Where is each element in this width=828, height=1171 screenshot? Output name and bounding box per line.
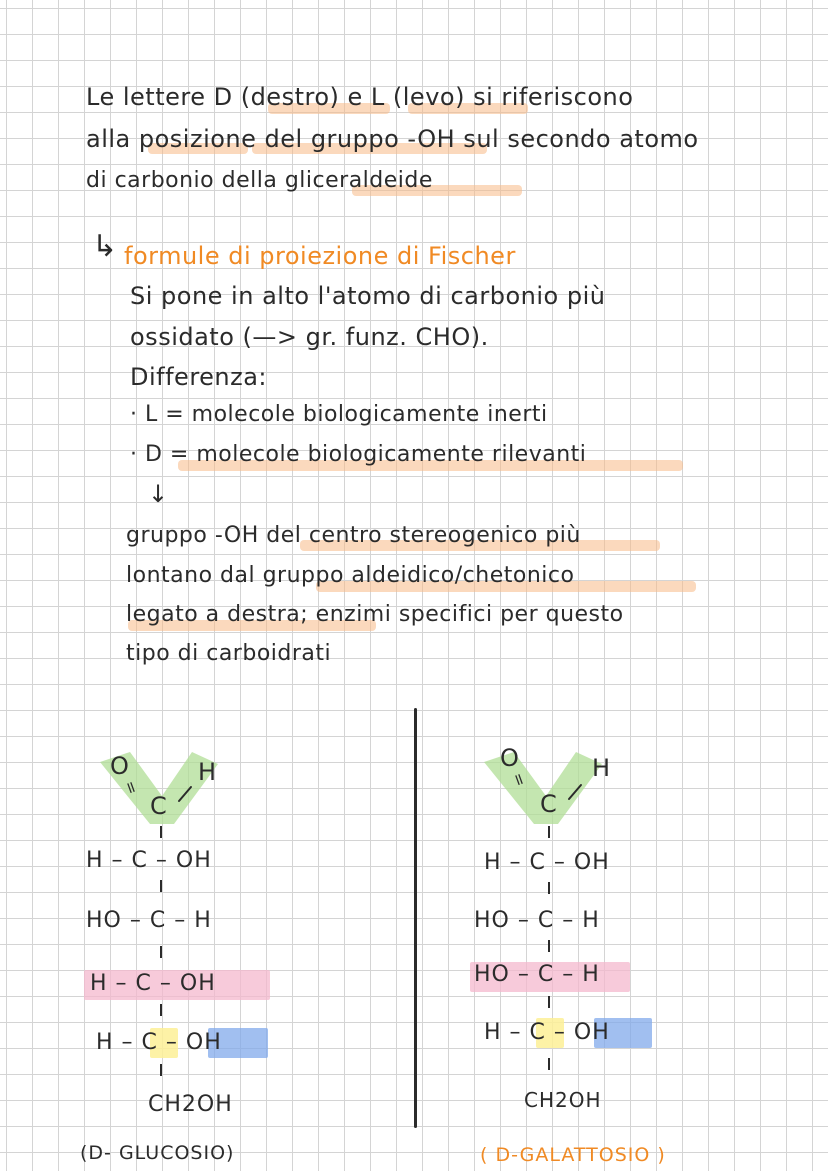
glucose-double-bond: = [120,777,144,798]
galactose-c-top: C [540,790,558,818]
galactose-row-4: H – C – OH [484,1020,610,1045]
bullet-d: · D = molecole biologicamente rilevanti [130,442,587,467]
explanation-line-1: gruppo -OH del centro stereogenico più [126,523,581,548]
glucose-row-2: HO – C – H [86,908,212,933]
subheading-fischer: formule di proiezione di Fischer [124,242,516,270]
glucose-bond-5 [160,1064,162,1076]
galactose-bond-4 [548,996,550,1008]
note-line-3: di carbonio della gliceraldeide [86,168,433,193]
explanation-line-3: legato a destra; enzimi specifici per questo [126,602,624,627]
glucose-row-3: H – C – OH [90,971,216,996]
glucose-row-4: H – C – OH [96,1030,222,1055]
galactose-bond-1 [548,826,550,838]
galactose-row-3: HO – C – H [474,962,600,987]
galactose-h-top: H [592,754,612,782]
galactose-row-2: HO – C – H [474,908,600,933]
galactose-bond-3 [548,940,550,952]
note-line-2: alla posizione del gruppo -OH sul secondo atomo [86,125,699,153]
note-line-1: Le lettere D (destro) e L (levo) si riferiscono [86,83,634,111]
glucose-h-bond [176,784,196,804]
paragraph-line-2: ossidato (—> gr. funz. CHO). [130,323,489,351]
arrow-icon: ↳ [92,229,118,264]
glucose-c-top: C [150,792,168,820]
galactose-h-bond [566,782,586,802]
explanation-line-2: lontano dal gruppo aldeidico/chetonico [126,563,575,588]
glucose-bond-3 [160,946,162,958]
galactose-bond-2 [548,882,550,894]
bullet-l: · L = molecole biologicamente inerti [130,402,548,427]
galactose-row-1: H – C – OH [484,850,610,875]
glucose-bond-2 [160,880,162,892]
galactose-double-bond: = [508,769,532,790]
explanation-line-4: tipo di carboidrati [126,641,332,666]
galactose-ch2oh: CH2OH [524,1088,602,1112]
galactose-bond-5 [548,1058,550,1070]
glucose-bond-1 [160,826,162,838]
glucose-bond-4 [160,1004,162,1016]
glucose-h-top: H [198,758,218,786]
glucose-o: O [110,752,130,780]
down-arrow-icon: ↓ [148,480,169,508]
galactose-caption: ( D-GALATTOSIO ) [480,1144,666,1166]
paragraph-line-1: Si pone in alto l'atomo di carbonio più [130,282,606,310]
glucose-caption: (D- GLUCOSIO) [80,1142,235,1164]
paragraph-line-3: Differenza: [130,363,268,391]
galactose-o: O [500,744,520,772]
divider-line [414,708,417,1128]
glucose-ch2oh: CH2OH [148,1092,233,1117]
glucose-row-1: H – C – OH [86,848,212,873]
